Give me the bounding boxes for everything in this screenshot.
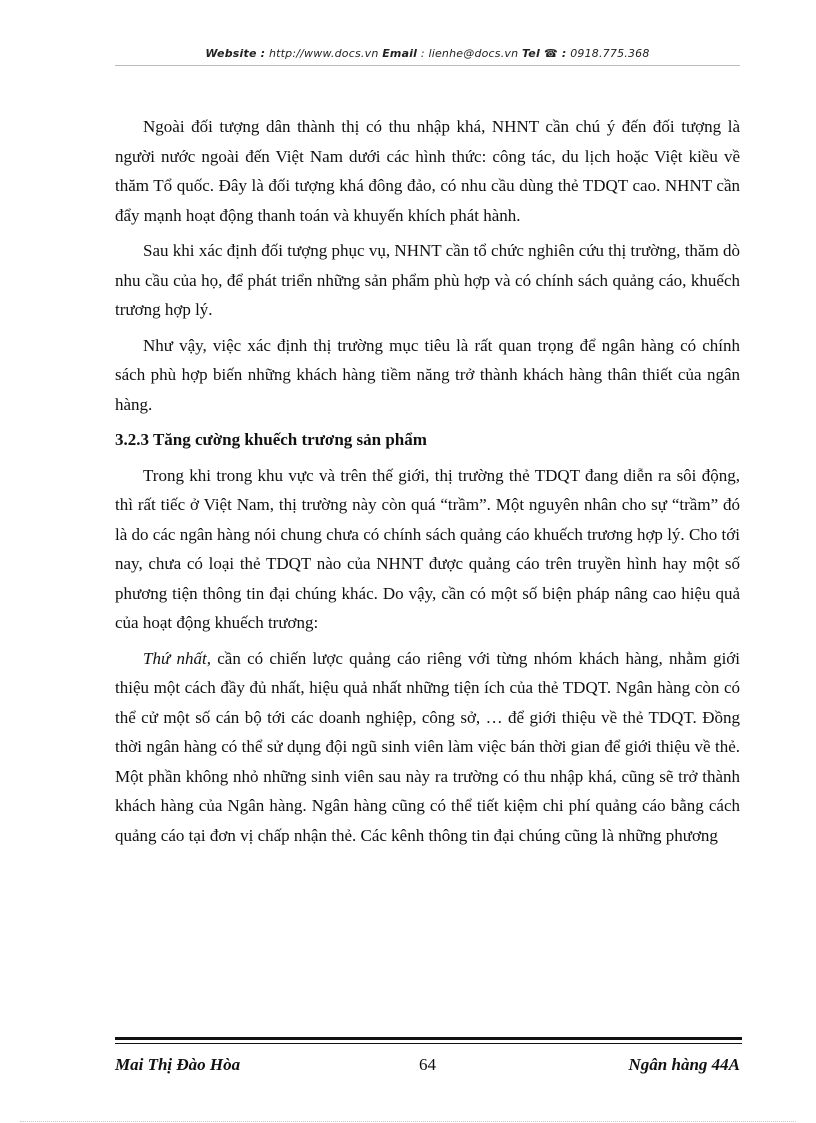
header-divider [115,65,740,66]
footer-page-number: 64 [419,1055,436,1074]
website-value: http://www.docs.vn [265,47,383,60]
bottom-dotted-border [20,1121,796,1122]
paragraph-1: Ngoài đối tượng dân thành thị có thu nhập khá, NHNT cần chú ý đến đối tượng là người nước ngoài đến Việt Nam dưới các hình thức: công tác, du lịch hoặc Việt kiều về thăm Tổ quốc. Đây là đối tượng khá đông đảo, có nhu cầu dùng thẻ TDQT cao. NHNT cần đẩy mạnh hoạt động thanh toán và khuyến khích phát hành. [115,117,740,225]
website-label: Website : [205,47,266,60]
footer-divider-thick [115,1037,742,1040]
footer-author: Mai Thị Đào Hòa [115,1055,241,1074]
page-header [115,47,740,60]
paragraph-5-lead: Thứ nhất [143,648,207,668]
document-body [115,112,740,856]
tel-value: 0918.775.368 [566,47,650,60]
section-heading: 3.2.3 Tăng cường khuếch trương sản phẩm [115,430,427,449]
footer-class: Ngân hàng 44A [628,1055,740,1074]
footer-divider-thin [115,1043,742,1044]
paragraph-3: Như vậy, việc xác định thị trường mục tiêu là rất quan trọng để ngân hàng có chính sách phù hợp biến những khách hàng tiềm năng trở thành khách hàng thân thiết của ngân hàng. [115,335,740,414]
email-value: : lienhe@docs.vn [417,47,523,60]
paragraph-5-rest: , cần có chiến lược quảng cáo riêng với từng nhóm khách hàng, nhằm giới thiệu một cách đầy đủ nhất, hiệu quả nhất những tiện ích của thẻ TDQT. Ngân hàng còn có thể cử một số cán bộ tới các doanh nghiệp, công sở, … để giới thiệu về thẻ TDQT. Đồng thời ngân hàng có thể sử dụng đội ngũ sinh viên làm việc bán thời gian để giới thiệu về thẻ. Một phần không nhỏ những sinh viên sau này ra trường có thu nhập khá, cũng sẽ trở thành khách hàng của Ngân hàng. Ngân hàng cũng có thể tiết kiệm chi phí quảng cáo bằng cách quảng cáo tại đơn vị chấp nhận thẻ. Các kênh thông tin đại chúng cũng là những phương [115,648,741,845]
tel-label: Tel ☎ : [522,47,567,60]
page-footer [115,1055,740,1077]
paragraph-2: Sau khi xác định đối tượng phục vụ, NHNT cần tổ chức nghiên cứu thị trường, thăm dò nhu cầu của họ, để phát triển những sản phẩm phù hợp và có chính sách quảng cáo, khuếch trương hợp lý. [115,241,740,319]
paragraph-5 [115,644,740,851]
paragraph-4: Trong khi trong khu vực và trên thế giới, thị trường thẻ TDQT đang diễn ra sôi động, thì rất tiếc ở Việt Nam, thị trường này còn quá “trầm”. Một nguyên nhân cho sự “trầm” đó là do các ngân hàng nói chung chưa có chính sách quảng cáo khuếch trương hợp lý. Cho tới nay, chưa có loại thẻ TDQT nào của NHNT được quảng cáo trên truyền hình hay một số phương tiện thông tin đại chúng khác. Do vậy, cần có một số biện pháp nâng cao hiệu quả của hoạt động khuếch trương: [115,465,740,632]
email-label: Email [382,47,418,60]
